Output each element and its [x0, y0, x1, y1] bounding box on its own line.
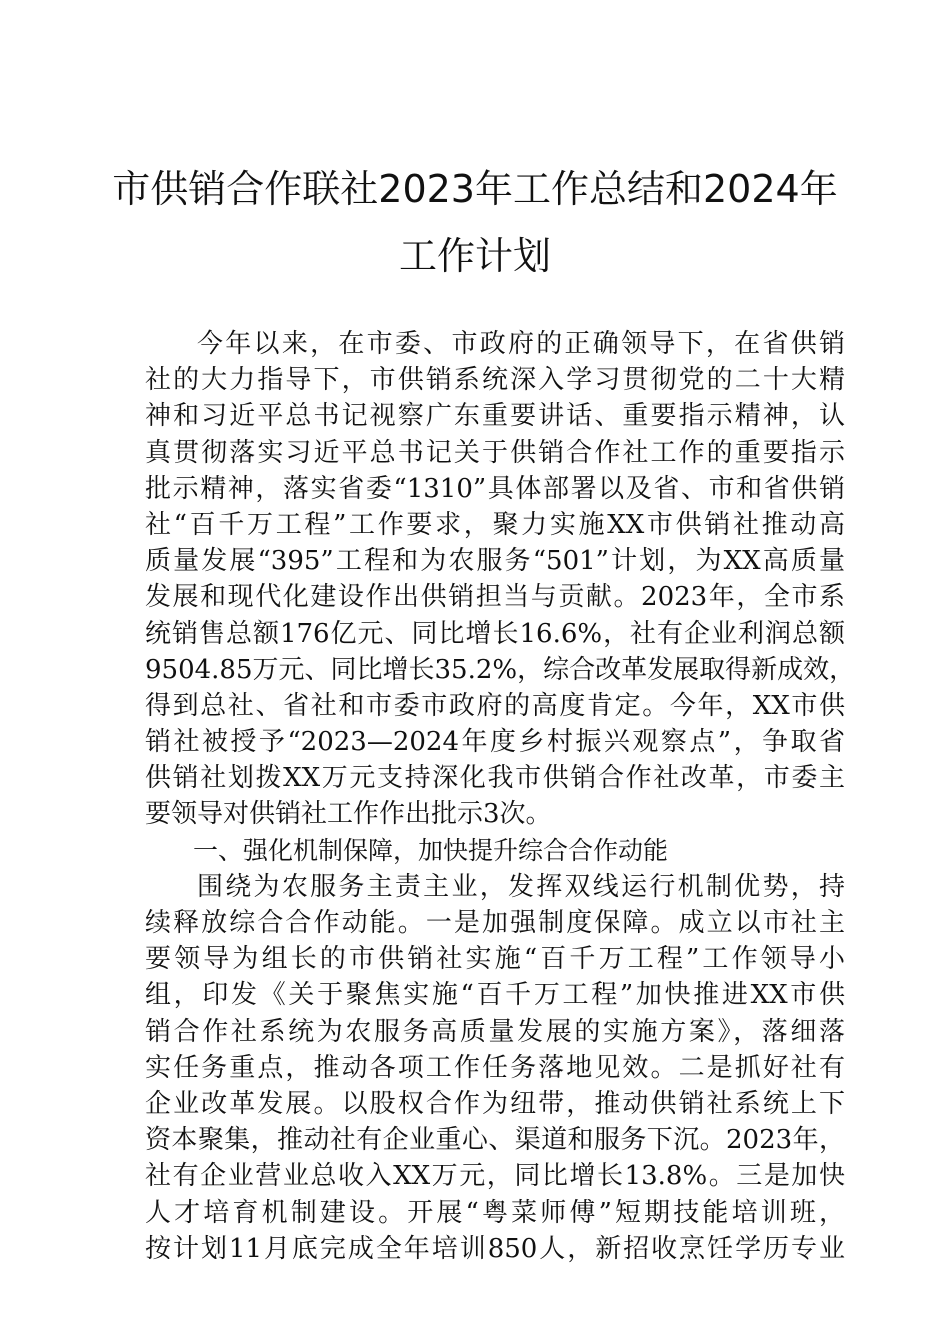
- paragraph-2-line-2: 续释放综合合作动能。一是加强制度保障。成立以市社主: [145, 908, 845, 938]
- paragraph-1-line-11: 得到总社、省社和市委市政府的高度肯定。今年，XX市供: [145, 690, 845, 721]
- paragraph-2-line-1: 围绕为农服务主责主业，发挥双线运行机制优势，持: [197, 871, 845, 902]
- paragraph-1-line-13: 供销社划拨XX万元支持深化我市供销合作社改革，市委主: [145, 763, 845, 794]
- paragraph-1-line-10: 9504.85万元、同比增长35.2%，综合改革发展取得新成效，: [145, 654, 856, 685]
- paragraph-1-line-4: 真贯彻落实习近平总书记关于供销合作社工作的重要指示: [145, 437, 845, 468]
- paragraph-2-line-3: 要领导为组长的市供销社实施“百千万工程”工作领导小: [145, 944, 845, 975]
- paragraph-2-line-8: 资本聚集，推动社有企业重心、渠道和服务下沉。2023年，: [145, 1125, 845, 1156]
- document-body: [145, 326, 856, 1267]
- paragraph-1-line-5: 批示精神，落实省委“1310”具体部署以及省、市和省供销: [145, 473, 845, 504]
- paragraph-1-line-2: 社的大力指导下，市供销系统深入学习贯彻党的二十大精: [145, 365, 845, 396]
- paragraph-2-line-4: 组，印发《关于聚焦实施“百千万工程”加快推进XX市供: [145, 980, 845, 1011]
- paragraph-2-line-5: 销合作社系统为农服务高质量发展的实施方案》，落细落: [145, 1016, 845, 1047]
- paragraph-1-line-9: 统销售总额176亿元、同比增长16.6%，社有企业利润总额: [145, 618, 845, 649]
- paragraph-2-line-6: 实任务重点，推动各项工作任务落地见效。二是抓好社有: [145, 1052, 845, 1083]
- paragraph-2-line-11: 按计划11月底完成全年培训850人，新招收烹饪学历专业: [145, 1233, 845, 1264]
- paragraph-1-line-6: 社“百千万工程”工作要求，聚力实施XX市供销社推动高: [145, 509, 845, 540]
- document-title-line-2: 工作计划: [398, 234, 551, 278]
- paragraph-2-line-9: 社有企业营业总收入XX万元，同比增长13.8%。三是加快: [145, 1161, 845, 1192]
- paragraph-1-line-12: 销社被授予“2023—2024年度乡村振兴观察点”，争取省: [145, 727, 845, 758]
- document-title-line-1: 市供销合作联社2023年工作总结和2024年: [112, 167, 838, 211]
- paragraph-2-line-7: 企业改革发展。以股权合作为纽带，推动供销社系统上下: [145, 1088, 845, 1119]
- paragraph-1-line-14: 要领导对供销社工作作出批示3次。: [145, 799, 552, 830]
- section-1-heading: 一、强化机制保障，加快提升综合合作动能: [193, 835, 669, 865]
- paragraph-1-line-1: 今年以来，在市委、市政府的正确领导下，在省供销: [197, 329, 845, 359]
- paragraph-1-line-8: 发展和现代化建设作出供销担当与贡献。2023年，全市系: [145, 582, 845, 613]
- paragraph-1-line-3: 神和习近平总书记视察广东重要讲话、重要指示精神，认: [145, 401, 845, 432]
- paragraph-2-line-10: 人才培育机制建设。开展“粤菜师傅”短期技能培训班，: [145, 1197, 845, 1228]
- paragraph-1-line-7: 质量发展“395”工程和为农服务“501”计划，为XX高质量: [145, 546, 845, 577]
